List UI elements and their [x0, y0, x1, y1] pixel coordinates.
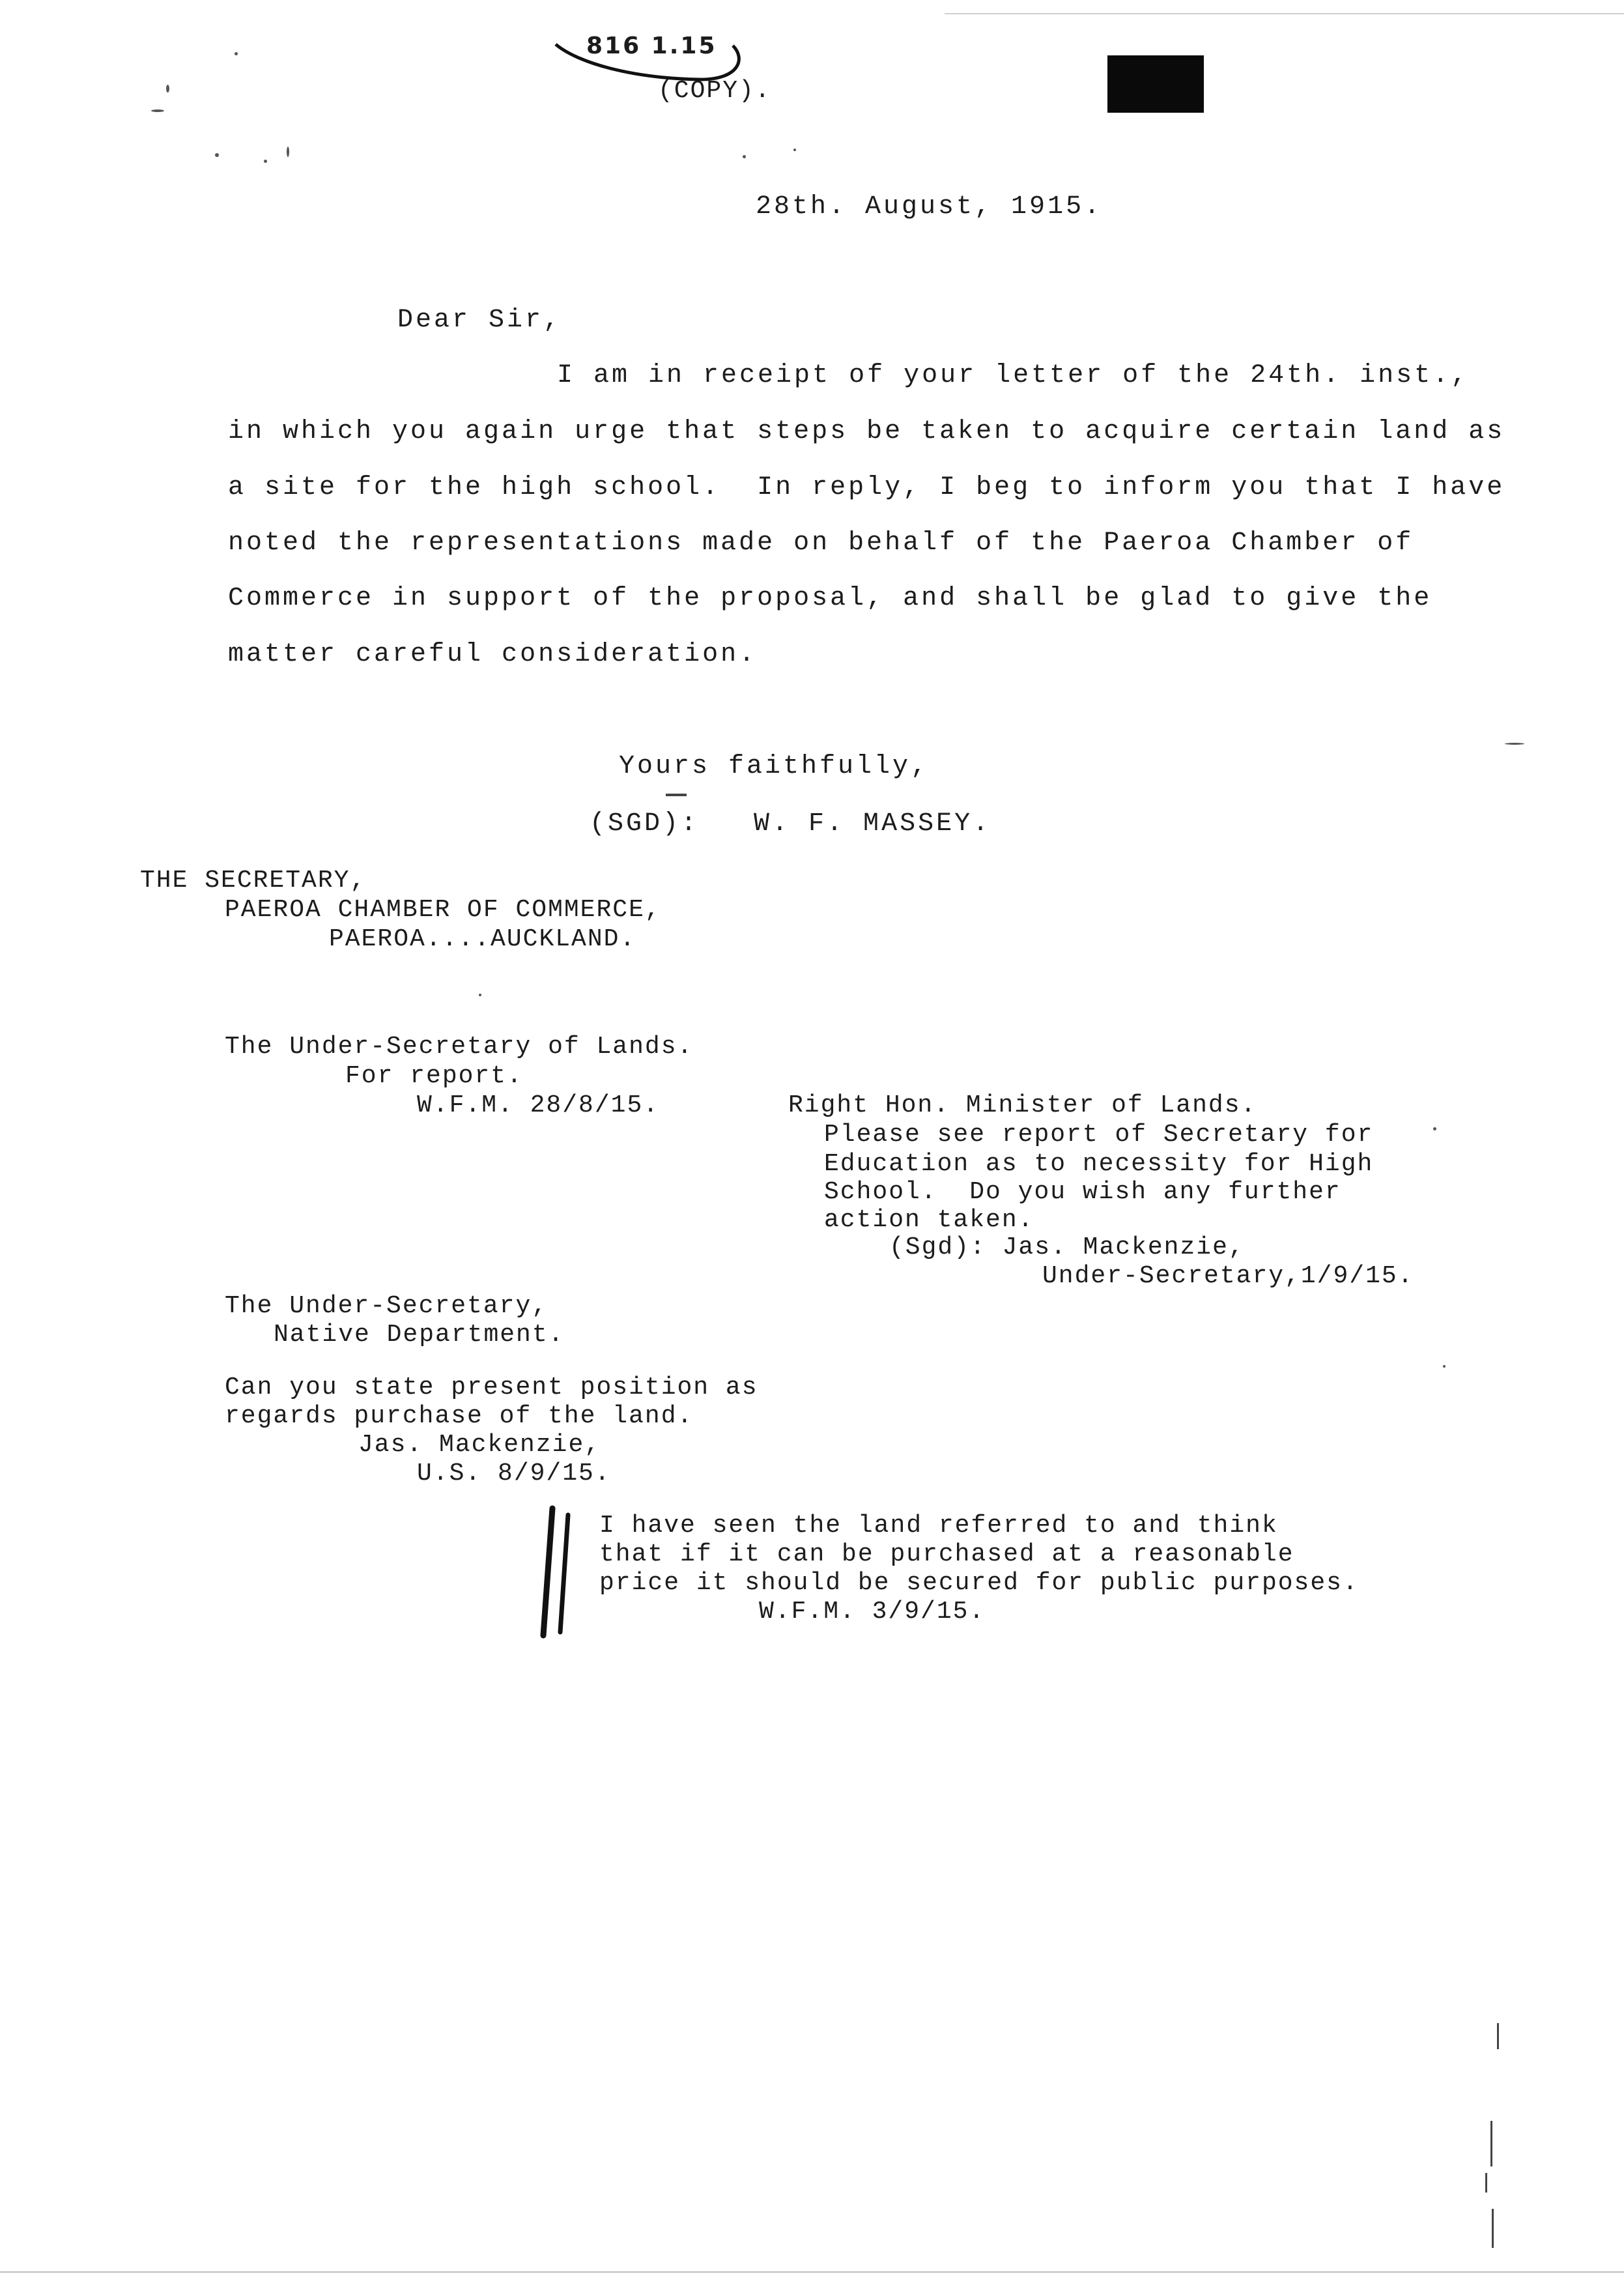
scan-speck	[235, 52, 238, 55]
scan-speck	[1433, 1127, 1436, 1130]
minute-2-line: Under-Secretary,1/9/15.	[1042, 1262, 1414, 1290]
minute-4-line: I have seen the land referred to and think	[599, 1512, 1278, 1540]
copy-mark: (COPY).	[658, 77, 771, 105]
scan-speck	[1505, 743, 1524, 745]
minute-3-line: Native Department.	[274, 1321, 565, 1349]
underline-mark	[666, 794, 687, 796]
scan-speck	[793, 149, 796, 151]
scan-speck	[287, 147, 289, 157]
body-line: in which you again urge that steps be taken to acquire certain land as	[228, 417, 1505, 446]
scan-speck	[479, 994, 481, 996]
scan-speck	[1443, 1365, 1446, 1368]
minute-4-line: that if it can be purchased at a reasonable	[599, 1540, 1294, 1568]
minute-3-line: The Under-Secretary,	[225, 1292, 548, 1320]
body-line: a site for the high school. In reply, I beg to inform you that I have	[228, 473, 1505, 502]
body-line: Commerce in support of the proposal, and shall be glad to give the	[228, 584, 1432, 613]
addressee-line: PAEROA CHAMBER OF COMMERCE,	[225, 896, 661, 924]
minute-2-line: Education as to necessity for High	[824, 1150, 1374, 1178]
scan-edge-line	[0, 2271, 1624, 2273]
margin-mark	[1497, 2023, 1499, 2049]
minute-3-line: Jas. Mackenzie,	[358, 1431, 601, 1459]
minute-2-line: Please see report of Secretary for	[824, 1121, 1374, 1149]
margin-mark	[1490, 2121, 1492, 2166]
scan-edge-line	[945, 13, 1624, 14]
body-line: I am in receipt of your letter of the 24th. inst.,	[557, 361, 1470, 390]
signature: (SGD): W. F. MASSEY.	[590, 809, 991, 839]
minute-2-line: (Sgd): Jas. Mackenzie,	[889, 1233, 1245, 1261]
scan-speck	[215, 153, 219, 157]
scan-speck	[151, 109, 164, 112]
minute-1-line: W.F.M. 28/8/15.	[417, 1091, 660, 1119]
scan-speck	[264, 160, 267, 163]
minute-1-line: For report.	[345, 1062, 523, 1090]
minute-4-line: W.F.M. 3/9/15.	[759, 1598, 986, 1626]
margin-mark	[1485, 2173, 1487, 2193]
minute-2-line: School. Do you wish any further	[824, 1178, 1341, 1206]
letter-date: 28th. August, 1915.	[756, 192, 1103, 222]
addressee-line: PAEROA....AUCKLAND.	[329, 925, 636, 953]
margin-mark	[1492, 2209, 1494, 2248]
salutation: Dear Sir,	[397, 306, 562, 335]
addressee-line: THE SECRETARY,	[140, 867, 367, 895]
minute-2-line: action taken.	[824, 1206, 1034, 1234]
handwritten-bracket-mark	[534, 1502, 586, 1645]
minute-2-line: Right Hon. Minister of Lands.	[788, 1091, 1257, 1119]
file-reference: 816 1.15	[586, 33, 717, 59]
scan-speck	[166, 85, 169, 93]
minute-3-line: regards purchase of the land.	[225, 1402, 694, 1430]
minute-1-line: The Under-Secretary of Lands.	[225, 1033, 694, 1061]
minute-3-line: Can you state present position as	[225, 1374, 758, 1402]
redaction-block	[1107, 55, 1204, 113]
body-line: matter careful consideration.	[228, 640, 758, 669]
scan-speck	[743, 155, 746, 158]
closing: Yours faithfully,	[619, 752, 930, 781]
minute-4-line: price it should be secured for public purposes.	[599, 1569, 1359, 1597]
body-line: noted the representations made on behalf of the Paeroa Chamber of	[228, 528, 1414, 558]
minute-3-line: U.S. 8/9/15.	[417, 1460, 611, 1488]
